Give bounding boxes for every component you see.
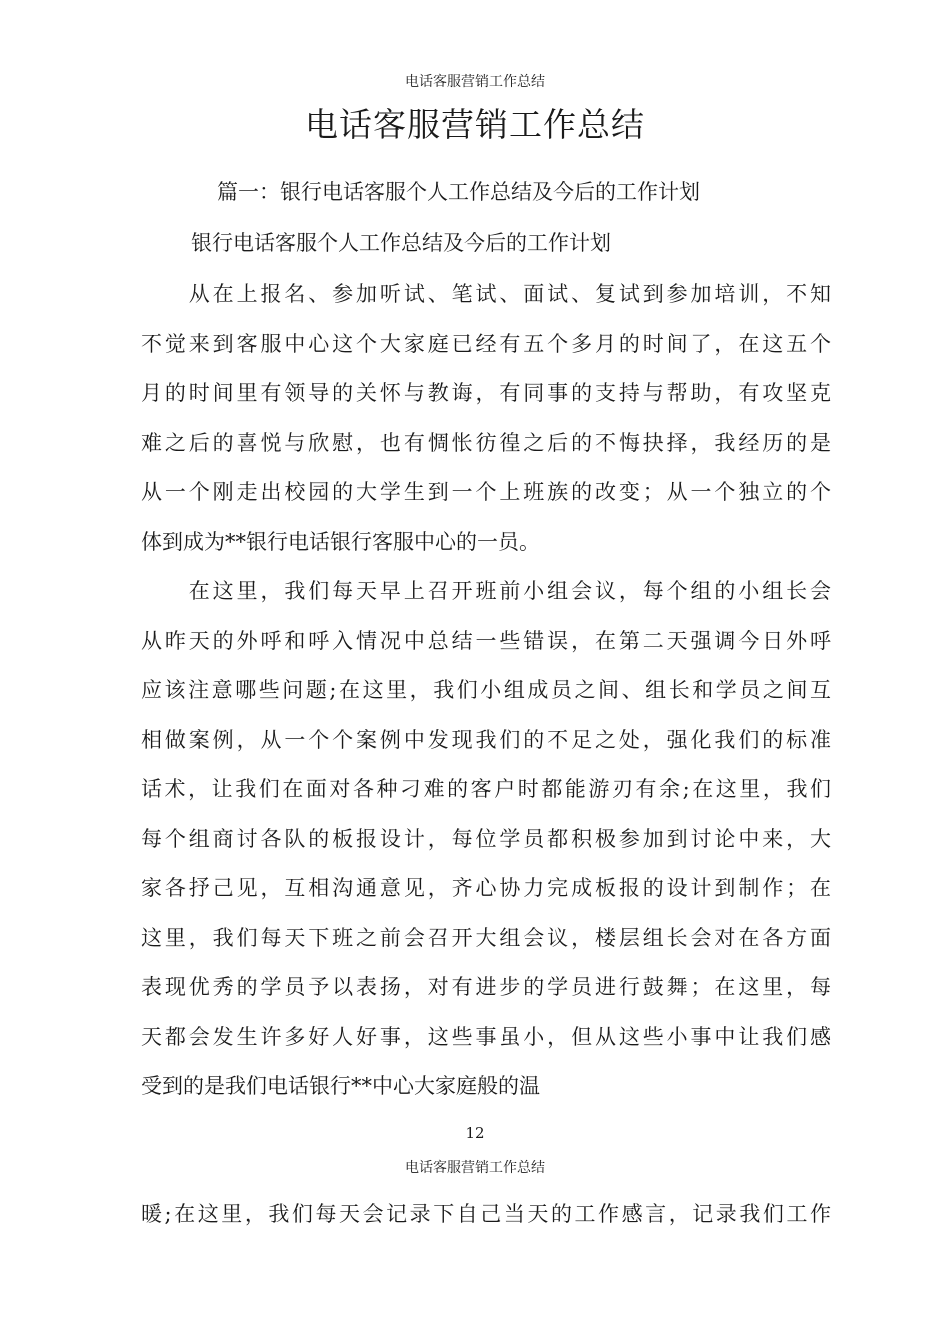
paragraph-line: 暖;在这里，我们每天会记录下自己当天的工作感言，记录我们工作 <box>141 1202 831 1226</box>
page-number: 12 <box>465 1124 485 1142</box>
paragraph-line: 这里，我们每天下班之前会召开大组会议，楼层组长会对在各方面 <box>141 925 831 950</box>
paragraph-line: 家各抒己见，互相沟通意见，齐心协力完成板报的设计到制作；在 <box>141 876 831 900</box>
running-header: 电话客服营销工作总结 <box>405 74 545 90</box>
paragraph-line: 难之后的喜悦与欣慰，也有惆怅彷徨之后的不悔抉择，我经历的是 <box>141 430 831 455</box>
paragraph-2 <box>141 567 831 1112</box>
paragraph-line: 从昨天的外呼和呼入情况中总结一些错误，在第二天强调今日外呼 <box>141 628 831 653</box>
continuation-paragraph <box>141 1190 831 1240</box>
paragraph-line: 体到成为**银行电话银行客服中心的一员。 <box>141 529 540 554</box>
paragraph-line: 从在上报名、参加听试、笔试、面试、复试到参加培训，不知 <box>141 282 831 306</box>
paragraph-line: 每个组商讨各队的板报设计，每位学员都积极参加到讨论中来，大 <box>141 826 831 851</box>
subheading: 银行电话客服个人工作总结及今后的工作计划 <box>191 231 611 255</box>
paragraph-1 <box>141 270 831 567</box>
running-header: 电话客服营销工作总结 <box>405 1160 545 1176</box>
paragraph-line: 应该注意哪些问题;在这里，我们小组成员之间、组长和学员之间互 <box>141 678 831 702</box>
paragraph-line: 相做案例，从一个个案例中发现我们的不足之处，强化我们的标准 <box>141 727 831 752</box>
paragraph-line: 不觉来到客服中心这个大家庭已经有五个多月的时间了，在这五个 <box>141 331 831 356</box>
paragraph-line: 天都会发生许多好人好事，这些事虽小，但从这些小事中让我们感 <box>141 1024 831 1049</box>
section-heading: 篇一：银行电话客服个人工作总结及今后的工作计划 <box>217 180 700 204</box>
paragraph-line: 表现优秀的学员予以表扬，对有进步的学员进行鼓舞；在这里，每 <box>141 975 831 999</box>
document-title: 电话客服营销工作总结 <box>305 105 645 144</box>
paragraph-line: 从一个刚走出校园的大学生到一个上班族的改变；从一个独立的个 <box>141 480 831 504</box>
paragraph-line: 受到的是我们电话银行**中心大家庭般的温 <box>141 1074 540 1098</box>
paragraph-line: 在这里，我们每天早上召开班前小组会议，每个组的小组长会 <box>141 579 831 603</box>
paragraph-line: 话术，让我们在面对各种刁难的客户时都能游刃有余;在这里，我们 <box>141 777 831 801</box>
paragraph-line: 月的时间里有领导的关怀与教诲，有同事的支持与帮助，有攻坚克 <box>141 381 831 405</box>
